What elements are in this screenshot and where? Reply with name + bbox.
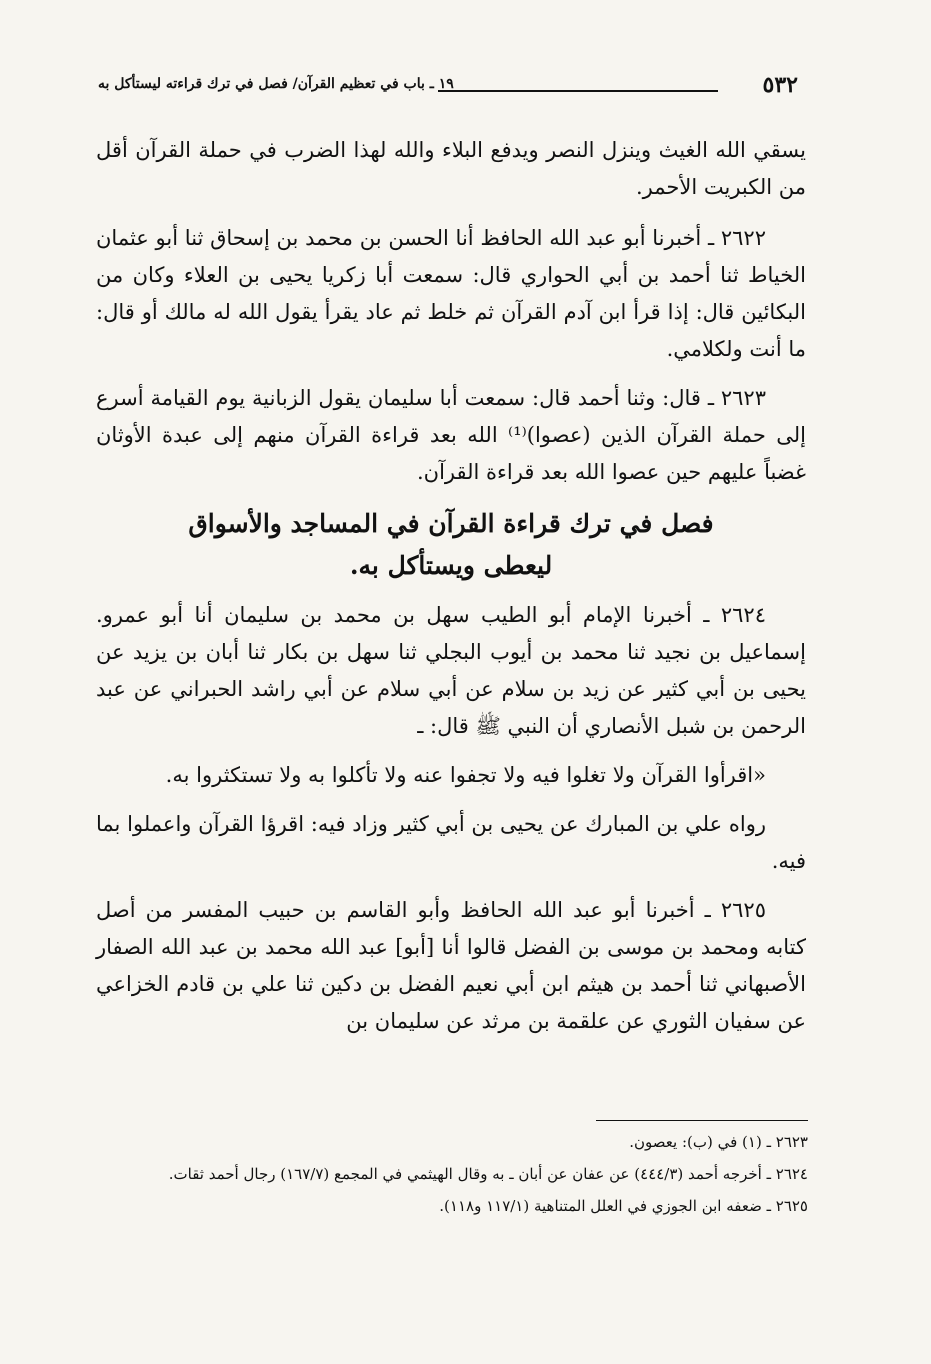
footnote-2623: ٢٦٢٣ ـ (١) في (ب): يعصون. (629, 1133, 808, 1151)
footnote-rule (596, 1120, 808, 1121)
hadith-quote: «اقرأوا القرآن ولا تغلوا فيه ولا تجفوا عنه ولا تأكلوا به ولا تستكثروا به. (165, 763, 766, 787)
main-text (96, 132, 806, 1052)
narration-note: رواه علي بن المبارك عن يحيى بن أبي كثير وزاد فيه: اقرؤا القرآن واعملوا بما فيه. (96, 812, 806, 873)
section-heading (96, 503, 806, 587)
section-heading-line2: ليعطى ويستأكل به. (349, 551, 553, 580)
running-title: ١٩ ـ باب في تعظيم القرآن/ فصل في ترك قراءته ليستأكل به (98, 76, 454, 92)
footnote-2624: ٢٦٢٤ ـ أخرجه أحمد (٤٤٤/٣) عن عفان عن أبان ـ به وقال الهيثمي في المجمع (١٦٧/٧) رجال أحمد ثقات. (168, 1165, 808, 1183)
hadith-2622: ٢٦٢٢ ـ أخبرنا أبو عبد الله الحافظ أنا الحسن بن محمد بن إسحاق ثنا أبو عثمان الخياط ثنا أحمد بن أبي الحواري قال: سمعت أبا زكريا يحيى بن العلاء وكان من البكائين قال: إذا قرأ ابن آدم القرآن ثم خلط ثم عاد يقرأ يقول الله له مالك أو قال: ما أنت ولكلامي. (96, 226, 806, 361)
page-number: ٥٣٢ (762, 72, 798, 98)
section-heading-line1: فصل في ترك قراءة القرآن في المساجد والأسواق (188, 509, 714, 538)
page-header (98, 72, 798, 102)
hadith-2625: ٢٦٢٥ ـ أخبرنا أبو عبد الله الحافظ وأبو القاسم بن حبيب المفسر من أصل كتابه ومحمد بن موسى بن الفضل قالوا أنا [أبو] عبد الله محمد بن عبد الله الصفار الأصبهاني ثنا أحمد بن هيثم ابن أبي نعيم الفضل بن دكين ثنا علي بن قادم الخزاعي عن سفيان الثوري عن علقمة بن مرثد عن سليمان بن (96, 898, 806, 1033)
footnotes (96, 1128, 808, 1224)
hadith-2624: ٢٦٢٤ ـ أخبرنا الإمام أبو الطيب سهل بن محمد بن سليمان أنا أبو عمرو. إسماعيل بن نجيد ثنا محمد بن أيوب البجلي ثنا سهل بن بكار ثنا أبان بن يزيد عن يحيى بن أبي كثير عن زيد بن سلام عن أبي سلام عن أبي راشد الحبراني عن عبد الرحمن بن شبل الأنصاري أن النبي ﷺ قال: ـ (96, 603, 806, 738)
paragraph: يسقي الله الغيث وينزل النصر ويدفع البلاء والله لهذا الضرب في حملة القرآن أقل من الكبريت الأحمر. (96, 138, 806, 199)
header-rule (438, 90, 718, 92)
footnote-2625: ٢٦٢٥ ـ ضعفه ابن الجوزي في العلل المتناهية (١١٧/١ و١١٨). (439, 1197, 808, 1215)
hadith-2623: ٢٦٢٣ ـ قال: وثنا أحمد قال: سمعت أبا سليمان يقول الزبانية يوم القيامة أسرع إلى حملة القرآن الذين (عصوا)⁽¹⁾ الله بعد قراءة القرآن منهم إلى عبدة الأوثان غضباً عليهم حين عصوا الله بعد قراءة القرآن. (96, 386, 806, 484)
